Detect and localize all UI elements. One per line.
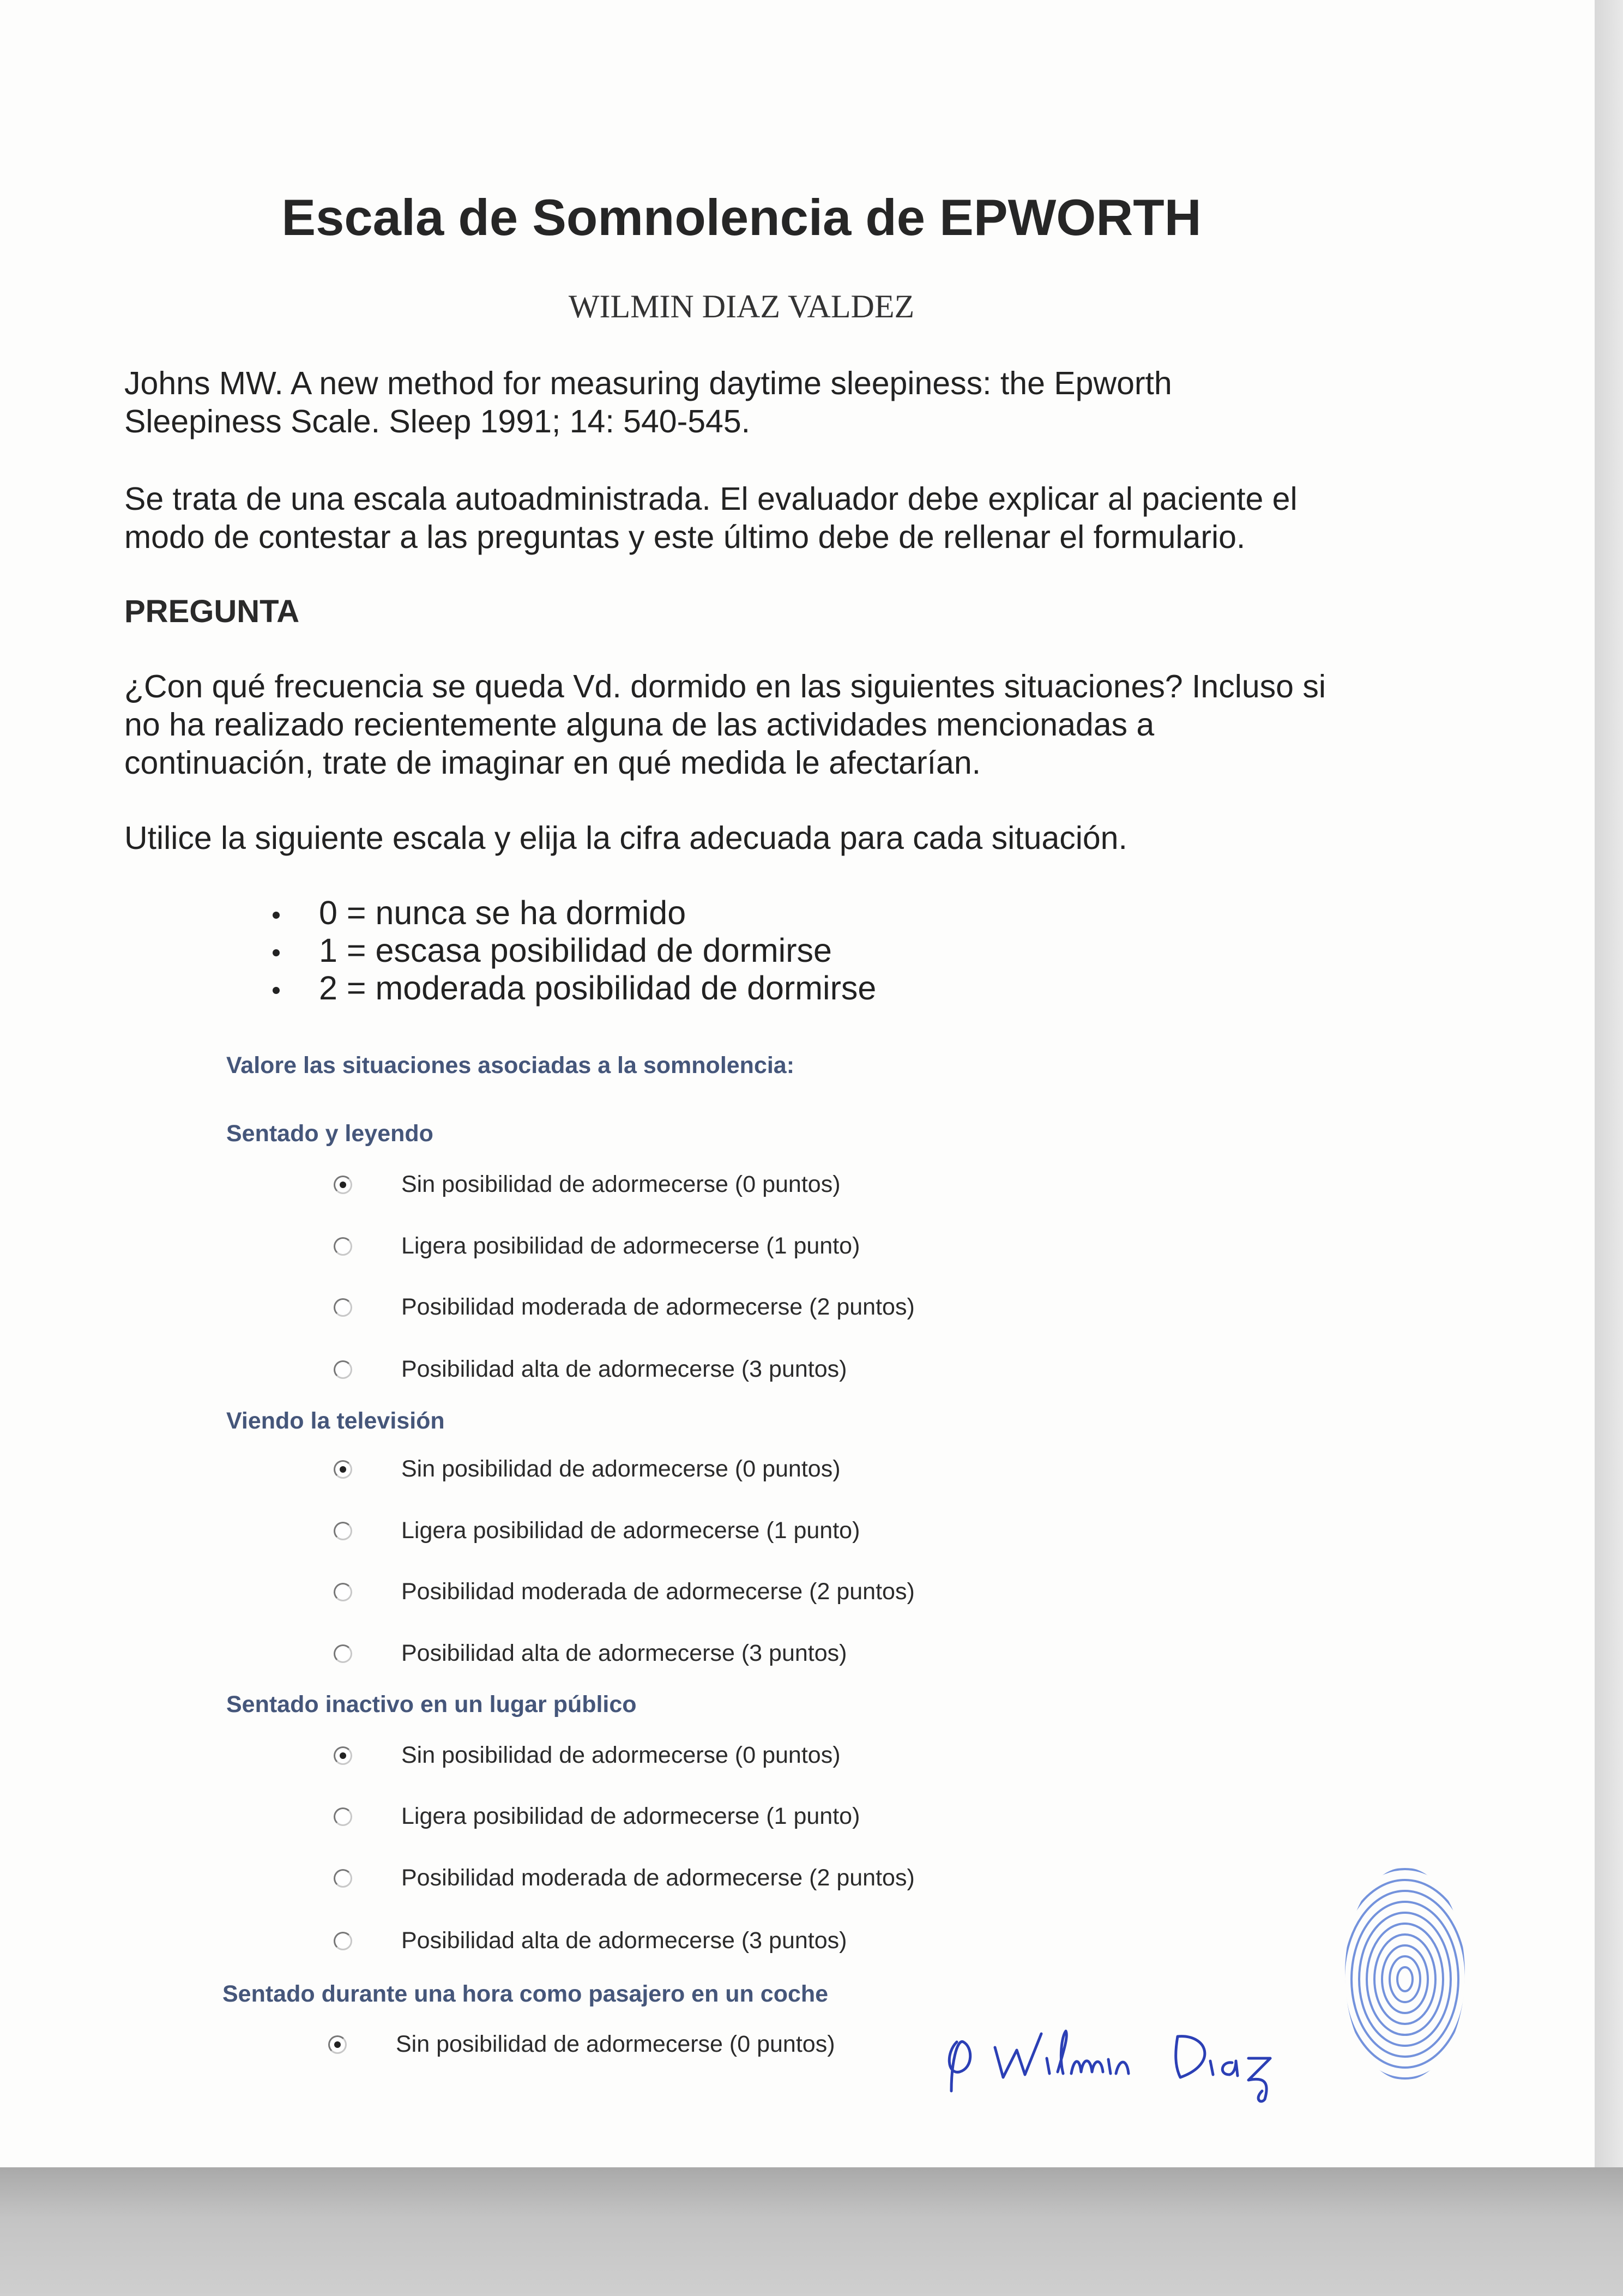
- option-tv-2[interactable]: [334, 1578, 915, 1605]
- form-intro: Valore las situaciones asociadas a la somnolencia:: [226, 1052, 795, 1078]
- option-tv-0[interactable]: [334, 1456, 841, 1483]
- radio-button[interactable]: [334, 1644, 352, 1663]
- option-reading-3[interactable]: [334, 1356, 847, 1383]
- option-tv-3[interactable]: [334, 1640, 847, 1667]
- question-title-car-passenger: Sentado durante una hora como pasajero en un coche: [222, 1981, 829, 2007]
- option-label: Posibilidad moderada de adormecerse (2 puntos): [401, 1294, 915, 1320]
- scan-margin-bottom: [0, 2167, 1623, 2296]
- radio-button[interactable]: [334, 1583, 352, 1601]
- radio-button-selected[interactable]: [334, 1746, 352, 1765]
- option-label: Posibilidad moderada de adormecerse (2 puntos): [401, 1578, 915, 1605]
- citation-line-2: Sleepiness Scale. Sleep 1991; 14: 540-545.: [124, 403, 751, 439]
- option-label: Ligera posibilidad de adormecerse (1 punto): [401, 1233, 860, 1259]
- instructions-line-2: modo de contestar a las preguntas y este último debe de rellenar el formulario.: [124, 519, 1246, 555]
- option-reading-1[interactable]: [334, 1233, 860, 1260]
- radio-button[interactable]: [334, 1360, 352, 1379]
- radio-button[interactable]: [334, 1932, 352, 1950]
- citation-line-1: Johns MW. A new method for measuring daytime sleepiness: the Epworth: [124, 365, 1172, 401]
- radio-button[interactable]: [334, 1869, 352, 1888]
- question-heading: PREGUNTA: [124, 594, 300, 629]
- option-public-2[interactable]: [334, 1865, 915, 1891]
- citation: [124, 364, 1411, 441]
- question-line-2: no ha realizado recientemente alguna de las actividades mencionadas a: [124, 707, 1155, 743]
- handwritten-signature: [935, 2004, 1317, 2107]
- option-label: Sin posibilidad de adormecerse (0 puntos): [401, 1456, 841, 1482]
- instructions-line-1: Se trata de una escala autoadministrada. El evaluador debe explicar al paciente el: [124, 481, 1298, 517]
- option-label: Ligera posibilidad de adormecerse (1 punto): [401, 1517, 860, 1544]
- option-label: Ligera posibilidad de adormecerse (1 punto): [401, 1803, 860, 1829]
- radio-button[interactable]: [334, 1522, 352, 1540]
- question-title-tv: Viendo la televisión: [226, 1408, 445, 1434]
- question-line-3: continuación, trate de imaginar en qué medida le afectarían.: [124, 745, 981, 781]
- option-reading-2[interactable]: [334, 1294, 915, 1321]
- option-label: Posibilidad moderada de adormecerse (2 puntos): [401, 1865, 915, 1891]
- scale-item: 2 = moderada posibilidad de dormirse: [267, 969, 876, 1007]
- option-label: Posibilidad alta de adormecerse (3 puntos): [401, 1640, 847, 1666]
- scale-list: [267, 894, 876, 1007]
- option-car-0[interactable]: [328, 2031, 835, 2058]
- option-label: Sin posibilidad de adormecerse (0 puntos): [401, 1742, 841, 1768]
- option-label: Sin posibilidad de adormecerse (0 puntos): [401, 1171, 841, 1197]
- document-title: Escala de Somnolencia de EPWORTH: [281, 189, 1202, 246]
- radio-button[interactable]: [334, 1237, 352, 1256]
- question-text: [124, 667, 1411, 782]
- fingerprint-image: [1342, 1865, 1468, 2083]
- scale-item: 1 = escasa posibilidad de dormirse: [267, 932, 876, 969]
- option-reading-0[interactable]: [334, 1171, 841, 1198]
- option-tv-1[interactable]: [334, 1517, 860, 1544]
- scan-margin-right: [1595, 0, 1623, 2167]
- radio-button-selected[interactable]: [328, 2035, 347, 2054]
- radio-button[interactable]: [334, 1298, 352, 1317]
- question-title-public-place: Sentado inactivo en un lugar público: [226, 1691, 637, 1718]
- option-public-0[interactable]: [334, 1742, 841, 1769]
- author-name: WILMIN DIAZ VALDEZ: [568, 288, 915, 324]
- radio-button-selected[interactable]: [334, 1176, 352, 1194]
- question-line-1: ¿Con qué frecuencia se queda Vd. dormido en las siguientes situaciones? Incluso si: [124, 668, 1326, 704]
- radio-button-selected[interactable]: [334, 1460, 352, 1479]
- option-label: Posibilidad alta de adormecerse (3 puntos): [401, 1356, 847, 1382]
- scale-item: 0 = nunca se ha dormido: [267, 894, 876, 932]
- option-public-1[interactable]: [334, 1803, 860, 1830]
- scale-intro: Utilice la siguiente escala y elija la cifra adecuada para cada situación.: [124, 820, 1127, 856]
- option-public-3[interactable]: [334, 1927, 847, 1954]
- option-label: Posibilidad alta de adormecerse (3 puntos): [401, 1927, 847, 1954]
- radio-button[interactable]: [334, 1807, 352, 1826]
- instructions: [124, 480, 1411, 556]
- option-label: Sin posibilidad de adormecerse (0 puntos): [396, 2031, 835, 2057]
- question-title-reading: Sentado y leyendo: [226, 1120, 433, 1147]
